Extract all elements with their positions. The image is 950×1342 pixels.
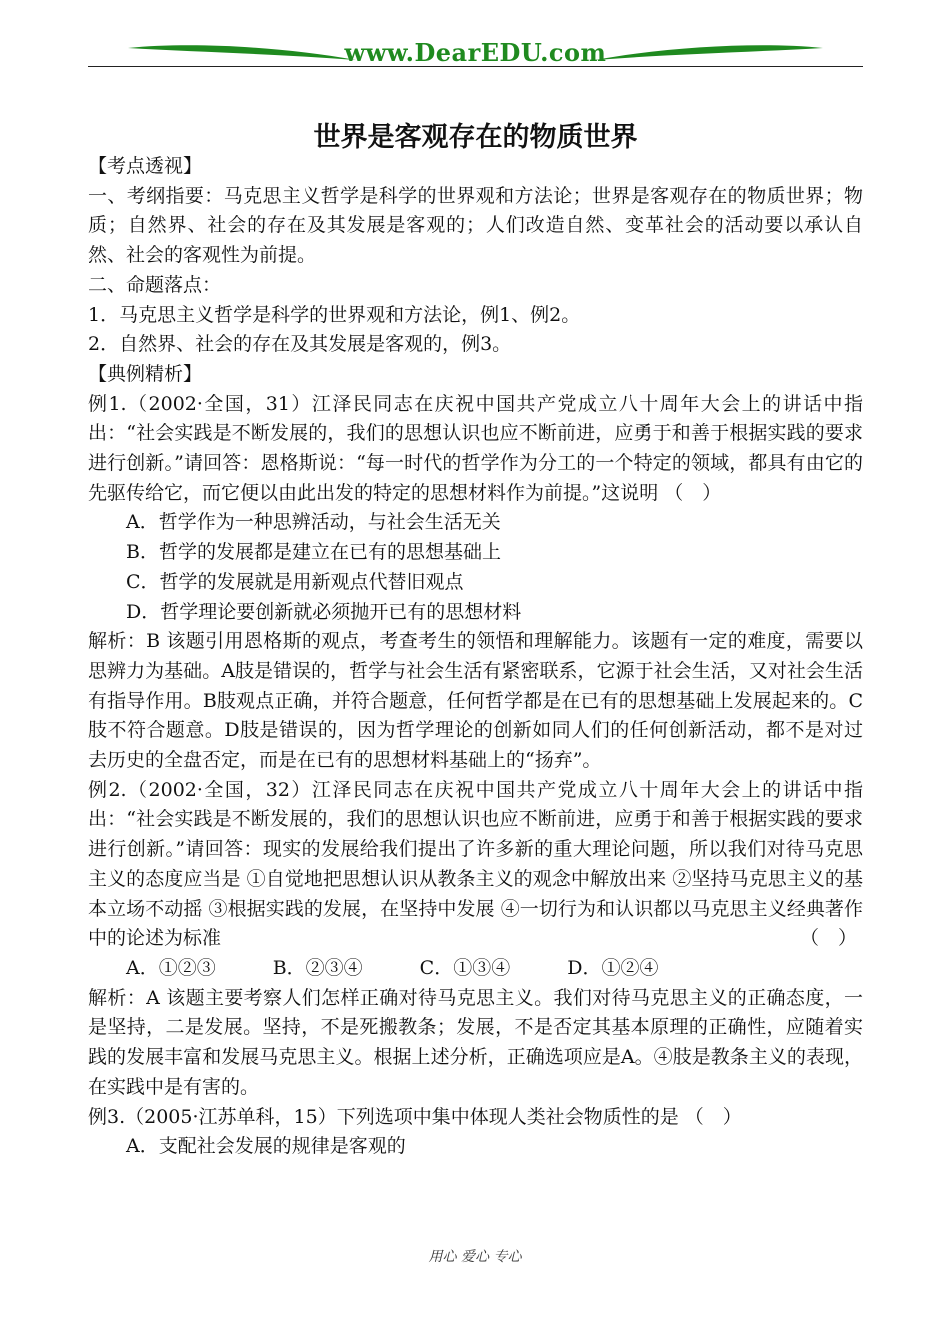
example-2-stem: [88, 776, 863, 954]
header-rule: [88, 66, 863, 67]
example-2-stem-text: 例2.（2002·全国，32）江泽民同志在庆祝中国共产党成立八十周年大会上的讲话中指出：“社会实践是不断发展的，我们的思想认识也应不断前进，应勇于和善于根据实践的要求进行创新。”请回答：现实的发展给我们提出了许多新的重大理论问题，所以我们对待马克思主义的态度应当是 ①自觉地把思想认识从教条主义的观念中解放出来 ②坚持马克思主义的基本立场不动摇 ③根据实践的发展，在坚持中发展 ④一切行为和认识都以马克思主义经典著作中的论述为标准: [88, 778, 863, 950]
example-2-answer-bracket: （ ）: [799, 927, 857, 950]
example-1-analysis: 解析：B 该题引用恩格斯的观点，考查考生的领悟和理解能力。该题有一定的难度，需要以思辨力为基础。A肢是错误的，哲学与社会生活有紧密联系，它源于社会生活，又对社会生活有指导作用。B肢观点正确，并符合题意，任何哲学都是在已有的思想基础上发展起来的。C肢不符合题意。D肢是错误的，因为哲学理论的创新如同人们的任何创新活动，都不是对过去历史的全盘否定，而是在已有的思想材料基础上的“扬弃”。: [88, 630, 863, 772]
example-1-option-c: C．哲学的发展就是用新观点代替旧观点: [126, 570, 464, 593]
example-2-choices: A．①②③ B．②③④ C．①③④ D．①②④: [126, 956, 659, 979]
outline-paragraph: 一、考纲指要：马克思主义哲学是科学的世界观和方法论；世界是客观存在的物质世界；物质；自然界、社会的存在及其发展是客观的；人们改造自然、变革社会的活动要以承认自然、社会的客观性为前提。: [88, 184, 863, 267]
points-heading: 二、命题落点：: [88, 273, 222, 296]
point-1: 1．马克思主义哲学是科学的世界观和方法论，例1、例2。: [88, 303, 581, 326]
point-2: 2．自然界、社会的存在及其发展是客观的，例3。: [88, 333, 512, 356]
site-logo-text: www.DearEDU.com: [344, 38, 607, 67]
site-header: [88, 36, 863, 70]
example-3-option-a: A．支配社会发展的规律是客观的: [126, 1135, 406, 1158]
document-body: [88, 118, 863, 1162]
page-title: 世界是客观存在的物质世界: [313, 122, 638, 153]
example-3-stem: 例3.（2005·江苏单科，15）下列选项中集中体现人类社会物质性的是 （ ）: [88, 1105, 742, 1128]
section-heading-kaodian: 【考点透视】: [88, 155, 203, 177]
example-1-option-d: D．哲学理论要创新就必须抛开已有的思想材料: [126, 600, 522, 623]
example-2-analysis: 解析：A 该题主要考察人们怎样正确对待马克思主义。我们对待马克思主义的正确态度，一是坚持，二是发展。坚持，不是死搬教条；发展，不是否定其基本原理的正确性，应随着实践的发展丰富和发展马克思主义。根据上述分析，正确选项应是A。④肢是教条主义的表现，在实践中是有害的。: [88, 986, 863, 1098]
example-1-option-a: A．哲学作为一种思辨活动，与社会生活无关: [126, 511, 501, 534]
section-heading-dianli: 【典例精析】: [88, 362, 203, 385]
example-1-stem: 例1.（2002·全国，31）江泽民同志在庆祝中国共产党成立八十周年大会上的讲话中指出：“社会实践是不断发展的，我们的思想认识也应不断前进，应勇于和善于根据实践的要求进行创新。”请回答：恩格斯说：“每一时代的哲学作为分工的一个特定的领域，都具有由它的先驱传给它，而它便以由此出发的特定的思想材料作为前提。”这说明 （ ）: [88, 392, 863, 504]
page-footer: 用心 爱心 专心: [428, 1249, 522, 1265]
example-1-option-b: B．哲学的发展都是建立在已有的思想基础上: [126, 541, 501, 564]
